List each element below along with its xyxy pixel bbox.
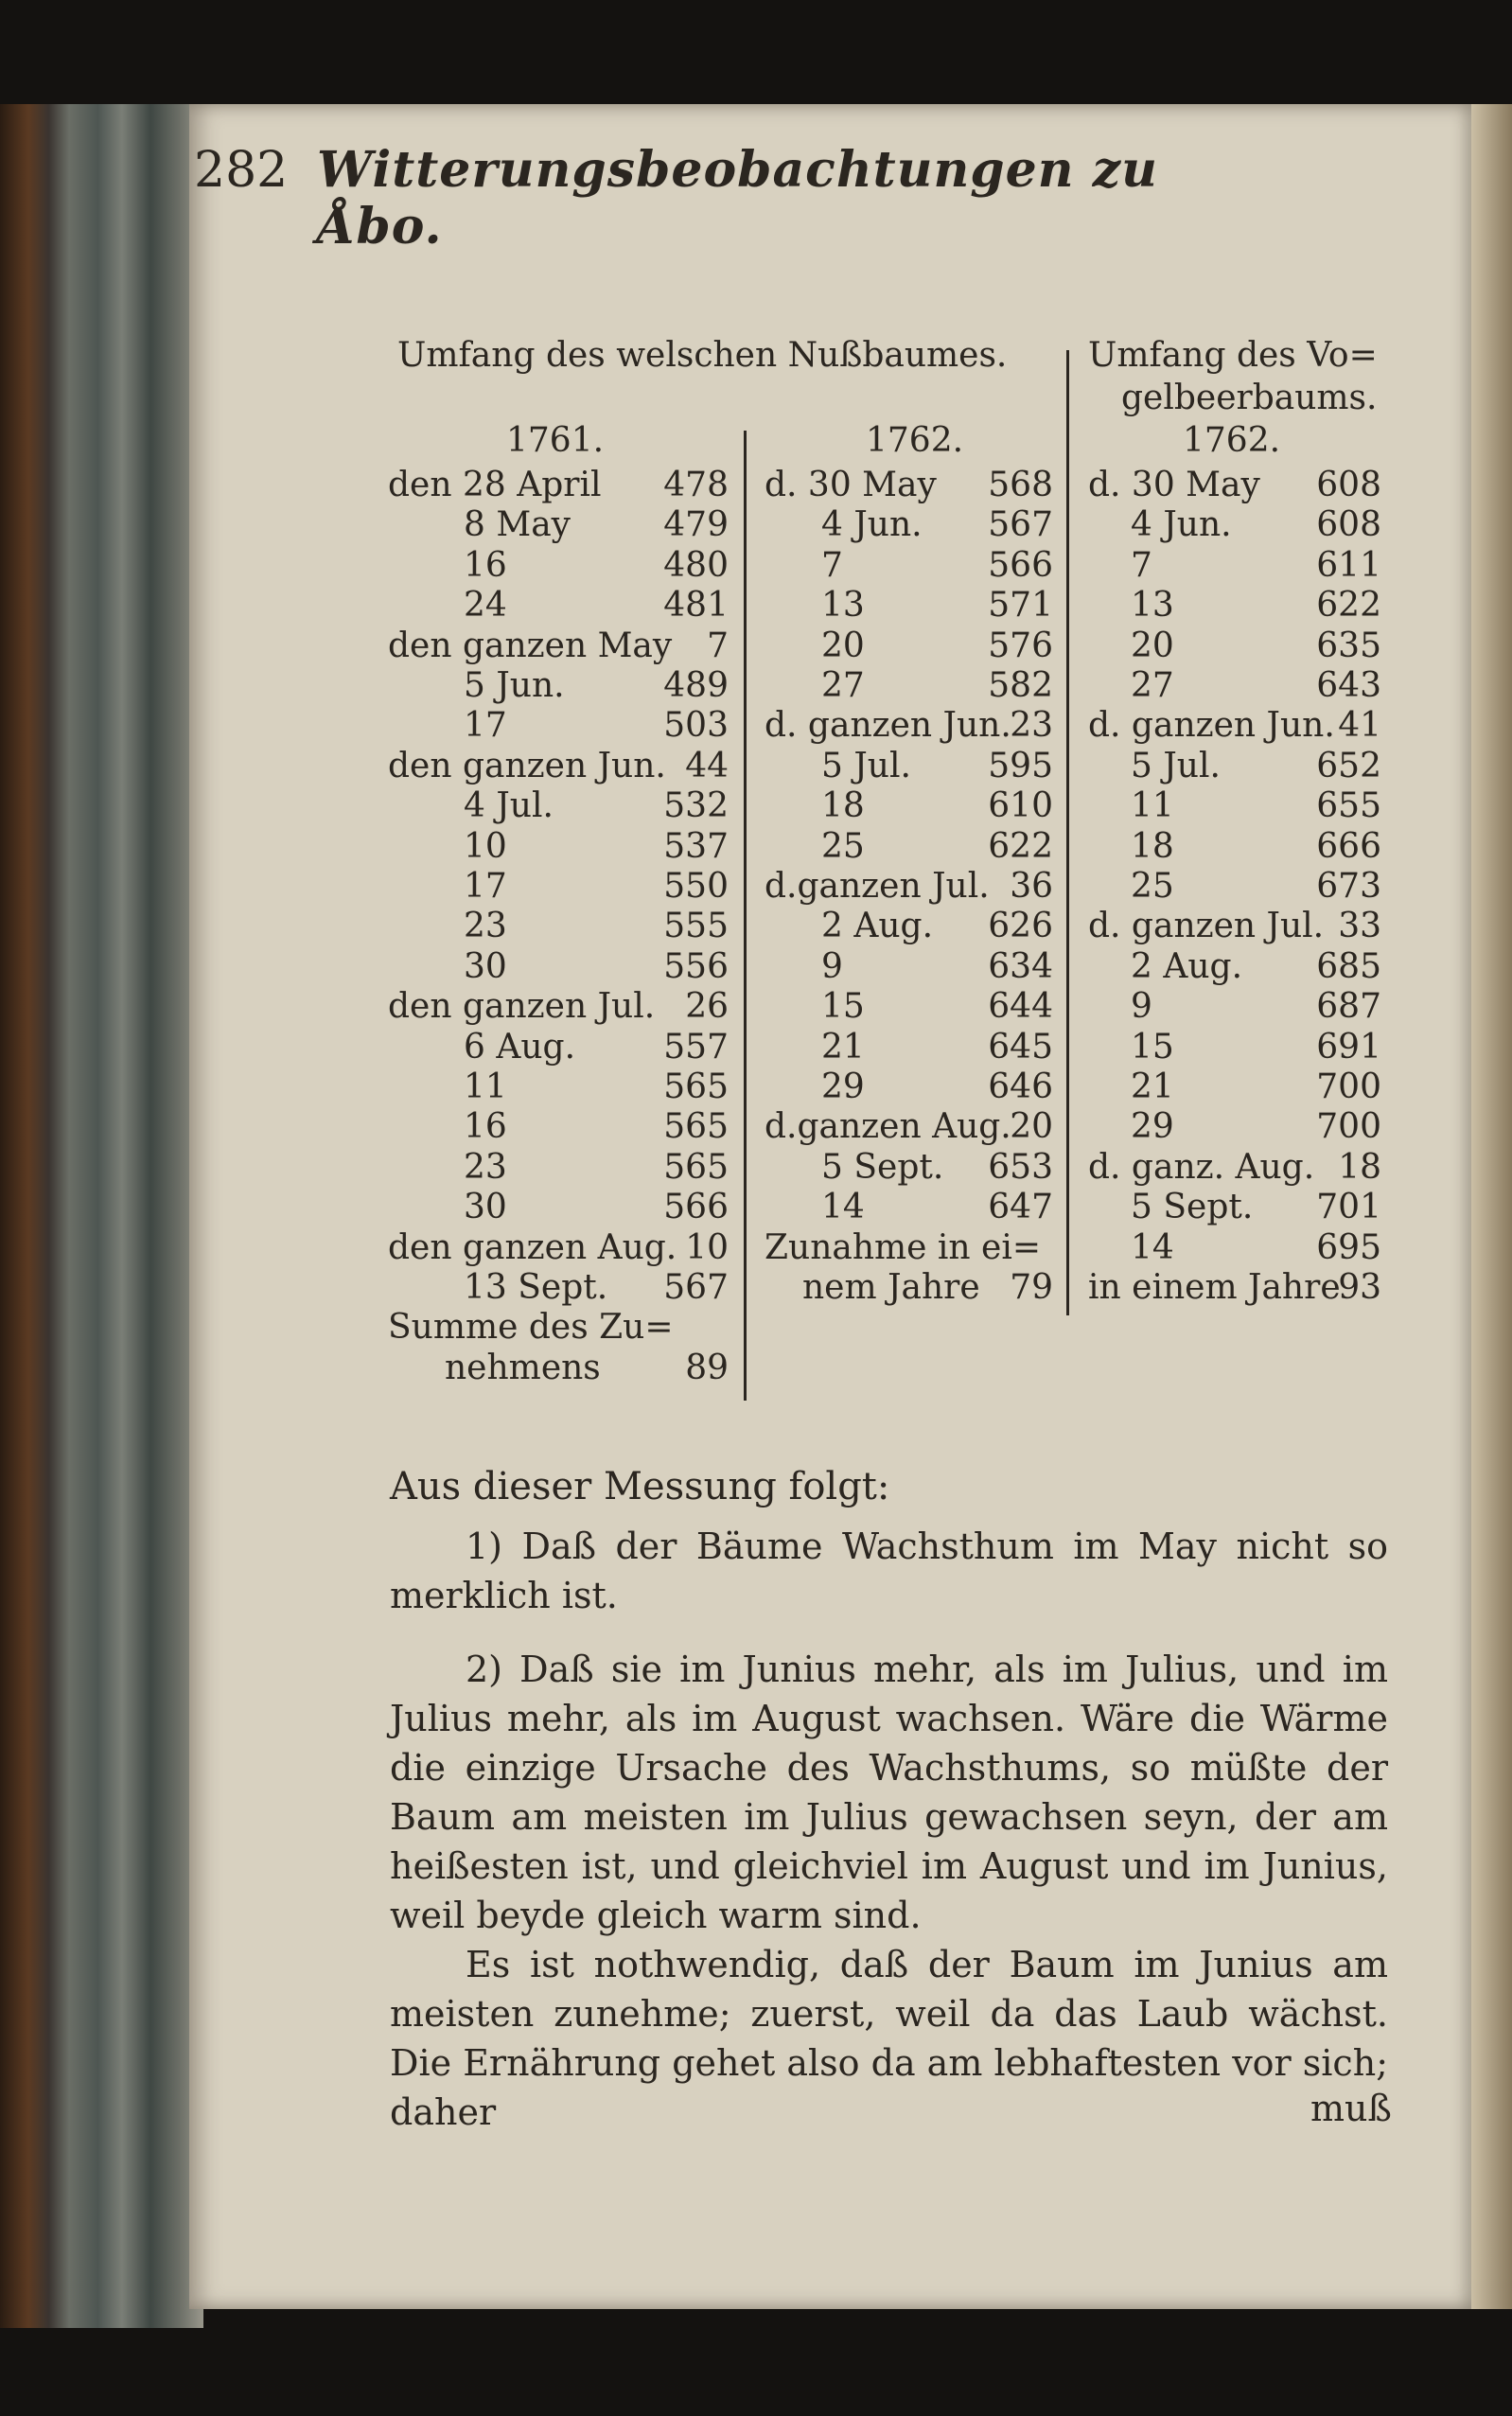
col2-row-value: 566 [988, 545, 1053, 585]
col3-row-label: d. 30 May [1088, 466, 1260, 504]
col3-row-value: 643 [1316, 666, 1381, 705]
col2-row [765, 666, 1063, 706]
col3-row-label: 29 [1131, 1107, 1174, 1147]
col3-row [1088, 1107, 1391, 1147]
col2-row-label: 9 [821, 946, 843, 986]
col3-row [1088, 1228, 1391, 1268]
col1-row-value: 565 [663, 1107, 729, 1147]
right-table-heading-line2: gelbeerbaums. [1121, 379, 1378, 417]
col2-row [765, 1028, 1063, 1067]
col2-row-value: 571 [988, 586, 1053, 626]
col1-row [388, 1107, 738, 1147]
col2-row-label: 18 [821, 786, 865, 826]
col1-row-label: 17 [464, 706, 507, 746]
col2-row [765, 1268, 1063, 1308]
col3-row-label: 21 [1131, 1067, 1174, 1106]
col3-row-label: in einem Jahre [1088, 1268, 1341, 1307]
col1-row-value: 479 [663, 505, 729, 545]
col1-row [388, 907, 738, 946]
col2-row-value: 622 [988, 826, 1053, 866]
col3-row [1088, 1268, 1391, 1308]
col3-row [1088, 706, 1391, 746]
conclusion-heading: Aus dieser Messung folgt: [390, 1465, 890, 1508]
col1-row-label: 11 [464, 1067, 507, 1106]
col2-row [765, 987, 1063, 1027]
col3-row-label: 15 [1131, 1027, 1174, 1067]
col2-row-label: 13 [821, 586, 865, 626]
col1-row-value: 478 [663, 466, 729, 504]
col2-row-label: d.ganzen Aug. [765, 1107, 1011, 1147]
col1-row-value: 557 [663, 1027, 729, 1067]
col2-row-label: 27 [821, 666, 865, 705]
col1-row [388, 466, 738, 505]
col1-year: 1761. [506, 421, 605, 460]
running-title: Witterungsbeobachtungen zu Åbo. [317, 141, 1158, 256]
col3-row [1088, 546, 1391, 586]
running-head [194, 141, 1235, 256]
col1-row [388, 666, 738, 706]
col1-row [388, 1308, 738, 1348]
col3-row-label: d. ganz. Aug. [1088, 1147, 1315, 1187]
col2-row-value: 79 [1010, 1268, 1053, 1307]
col2-row-label: 2 Aug. [821, 907, 934, 946]
col1-row-label: den ganzen May [388, 626, 673, 665]
col1-row-value: 44 [685, 746, 729, 785]
col2-row-label: 15 [821, 987, 865, 1027]
col2-row [765, 867, 1063, 907]
col2-row [765, 1067, 1063, 1107]
col1-row-label: Summe des Zu= [388, 1308, 674, 1348]
col2-row-label: 5 Jul. [821, 746, 911, 785]
col3-row-label: d. ganzen Jun. [1088, 706, 1335, 746]
col3-row-label: d. ganzen Jul. [1088, 907, 1325, 946]
col1-row [388, 747, 738, 786]
col1-row-label: 6 Aug. [464, 1027, 576, 1067]
col3-row-label: 11 [1131, 786, 1174, 826]
col3-row-label: 13 [1131, 586, 1174, 626]
col2-row [765, 1148, 1063, 1188]
column-rule-1 [744, 431, 747, 1401]
col1-row [388, 706, 738, 746]
col2-row [765, 947, 1063, 987]
col3-row [1088, 586, 1391, 626]
paragraph-3: Es ist nothwendig, daß der Baum im Junius am meisten zunehme; zuerst, weil da das Laub wächst. Die Ernährung gehet also da am lebhaftesten vor sich; daher [390, 1944, 1388, 2133]
col1-row [388, 586, 738, 626]
col1-row-value: 556 [663, 946, 729, 986]
page-number: 282 [194, 142, 289, 199]
col2-row-label: 21 [821, 1027, 865, 1067]
col2-row-value: 634 [988, 946, 1053, 986]
col1-row [388, 987, 738, 1027]
col3-row-value: 635 [1316, 626, 1381, 665]
col1-row-value: 7 [707, 626, 729, 665]
col2-row-value: 23 [1010, 706, 1053, 746]
col2-row [765, 626, 1063, 666]
col3-row-value: 655 [1316, 786, 1381, 826]
col1-row-label: 23 [464, 907, 507, 946]
col1-row [388, 505, 738, 545]
col1-row-value: 555 [663, 907, 729, 946]
col3-row [1088, 907, 1391, 946]
col1-row [388, 1067, 738, 1107]
col1-row-label: den ganzen Jul. [388, 987, 656, 1027]
col3-row-label: 5 Jul. [1131, 746, 1221, 785]
page-right-edge [1471, 104, 1512, 2309]
col2-row [765, 786, 1063, 826]
col1-row-label: 16 [464, 1107, 507, 1147]
col2-row [765, 1107, 1063, 1147]
col3-row-value: 687 [1316, 987, 1381, 1027]
col1-row [388, 626, 738, 666]
col1-row-value: 503 [663, 706, 729, 746]
col3-row-label: 20 [1131, 626, 1174, 665]
col3-row [1088, 505, 1391, 545]
col1-row [388, 1228, 738, 1268]
col1-row-label: 13 Sept. [464, 1268, 608, 1307]
col2-row-label: d. ganzen Jun. [765, 706, 1011, 746]
col2-row-value: 20 [1010, 1107, 1053, 1147]
col2-row-value: 610 [988, 786, 1053, 826]
col3-row-label: 27 [1131, 666, 1174, 705]
col1-row-value: 481 [663, 586, 729, 626]
col1-row-label: 8 May [464, 505, 571, 545]
col3-row-label: 7 [1131, 545, 1152, 585]
col3-row-value: 18 [1338, 1147, 1381, 1187]
col1-row-value: 566 [663, 1188, 729, 1227]
col2-row-value: 595 [988, 746, 1053, 785]
col3-row [1088, 987, 1391, 1027]
col1-row-value: 567 [663, 1268, 729, 1307]
col3-row [1088, 666, 1391, 706]
col3-row [1088, 786, 1391, 826]
col1-row-value: 537 [663, 826, 729, 866]
col3-row-value: 41 [1338, 706, 1381, 746]
col1-row [388, 546, 738, 586]
col3-row-label: 25 [1131, 867, 1174, 906]
col3-row-value: 685 [1316, 946, 1381, 986]
col2-row-value: 645 [988, 1027, 1053, 1067]
col2-row [765, 747, 1063, 786]
col1-row-label: den ganzen Aug. [388, 1227, 677, 1267]
col1-row-label: 10 [464, 826, 507, 866]
col1-row-label: 24 [464, 586, 507, 626]
column-rule-2 [1066, 350, 1069, 1315]
col2-row [765, 546, 1063, 586]
col2-row-label: 14 [821, 1188, 865, 1227]
col3-row-label: 9 [1131, 987, 1152, 1027]
col1-row-value: 565 [663, 1147, 729, 1187]
col2-row-label: d. 30 May [765, 466, 937, 504]
col3-row-label: 2 Aug. [1131, 946, 1243, 986]
book-page-edges [0, 104, 203, 2328]
col1-row-value: 532 [663, 786, 729, 826]
col1-row-value: 10 [685, 1227, 729, 1267]
col3-row-label: 14 [1131, 1227, 1174, 1267]
col2-row [765, 827, 1063, 867]
col1-row [388, 867, 738, 907]
col1-row-value: 565 [663, 1067, 729, 1106]
col2-row-value: 647 [988, 1188, 1053, 1227]
col1-row [388, 1148, 738, 1188]
col2-row-label: Zunahme in ei= [765, 1227, 1042, 1267]
col3-row [1088, 466, 1391, 505]
col1-row-value: 89 [685, 1348, 729, 1387]
col1-row-value: 480 [663, 545, 729, 585]
col2-row-value: 626 [988, 907, 1053, 946]
col2-row [765, 505, 1063, 545]
paragraph-2: 2) Daß sie im Junius mehr, als im Julius, und im Julius mehr, als im August wachsen. Wäre die Wärme die einzige Ursache des Wachsthums, so müßte der Baum am meisten im Julius gewachsen seyn, der am heißesten ist, und gleichviel im August und im Junius, weil beyde gleich warm sind. [390, 1649, 1388, 1936]
col3-row-value: 93 [1338, 1268, 1381, 1307]
col1-row-label: 30 [464, 1188, 507, 1227]
col3-row-value: 700 [1316, 1067, 1381, 1106]
col1-row-label: den 28 April [388, 466, 602, 504]
col3-row [1088, 1188, 1391, 1227]
col3-row-value: 608 [1316, 466, 1381, 504]
col3-row [1088, 1028, 1391, 1067]
col3-year: 1762. [1183, 421, 1281, 460]
col1-row [388, 947, 738, 987]
col1-row-label: den ganzen Jun. [388, 746, 666, 785]
col3-row-value: 701 [1316, 1188, 1381, 1227]
col3-row-value: 622 [1316, 586, 1381, 626]
col3-row-value: 33 [1338, 907, 1381, 946]
col3-row [1088, 747, 1391, 786]
col3-row-value: 666 [1316, 826, 1381, 866]
col2-row-label: 4 Jun. [821, 505, 923, 545]
col1-row-label: 5 Jun. [464, 666, 565, 705]
right-table-heading-line1: Umfang des Vo= [1088, 336, 1378, 375]
col1-row [388, 1188, 738, 1227]
col2-row-label: nem Jahre [802, 1268, 980, 1307]
col1-row-value: 550 [663, 867, 729, 906]
col2-row-value: 568 [988, 466, 1053, 504]
col1-row [388, 1349, 738, 1388]
col3-row [1088, 827, 1391, 867]
paragraph-1: 1) Daß der Bäume Wachsthum im May nicht so merklich ist. [390, 1525, 1388, 1616]
col2-row-label: 25 [821, 826, 865, 866]
col1-row-label: nehmens [445, 1348, 601, 1387]
col2-row-value: 653 [988, 1147, 1053, 1187]
col2-row [765, 586, 1063, 626]
col2-row-label: 7 [821, 545, 843, 585]
col2-row [765, 706, 1063, 746]
col3-row [1088, 1067, 1391, 1107]
col2-row-label: d.ganzen Jul. [765, 867, 990, 906]
col2-row [765, 466, 1063, 505]
col2-row [765, 1188, 1063, 1227]
col3-row [1088, 947, 1391, 987]
col3-row [1088, 867, 1391, 907]
col1-row-label: 23 [464, 1147, 507, 1187]
col2-row-value: 567 [988, 505, 1053, 545]
col3-row-value: 695 [1316, 1227, 1381, 1267]
col3-row-value: 608 [1316, 505, 1381, 545]
left-table-heading: Umfang des welschen Nußbaumes. [397, 336, 1008, 375]
col3-row-value: 611 [1316, 545, 1381, 585]
col1-row [388, 1268, 738, 1308]
col2-row-label: 29 [821, 1067, 865, 1106]
col2-row-value: 36 [1010, 867, 1053, 906]
col3-row-label: 5 Sept. [1131, 1188, 1254, 1227]
col3-row-value: 673 [1316, 867, 1381, 906]
col1-row-label: 4 Jul. [464, 786, 554, 826]
col2-row-value: 646 [988, 1067, 1053, 1106]
col3-row [1088, 1148, 1391, 1188]
col1-row-label: 30 [464, 946, 507, 986]
col1-row [388, 827, 738, 867]
col3-row-label: 18 [1131, 826, 1174, 866]
col2-row [765, 907, 1063, 946]
col1-row-label: 17 [464, 867, 507, 906]
col1-row-label: 16 [464, 545, 507, 585]
col3-row-value: 691 [1316, 1027, 1381, 1067]
catchword: muß [1310, 2088, 1392, 2129]
col1-row [388, 1028, 738, 1067]
col2-row-label: 20 [821, 626, 865, 665]
col2-row-value: 582 [988, 666, 1053, 705]
col3-row-label: 4 Jun. [1131, 505, 1232, 545]
col3-row [1088, 626, 1391, 666]
col1-row [388, 786, 738, 826]
col3-row-value: 652 [1316, 746, 1381, 785]
col2-row-label: 5 Sept. [821, 1147, 944, 1187]
col2-row-value: 576 [988, 626, 1053, 665]
col1-row-value: 26 [685, 987, 729, 1027]
col3-row-value: 700 [1316, 1107, 1381, 1147]
col2-year: 1762. [866, 421, 964, 460]
col1-row-value: 489 [663, 666, 729, 705]
col2-row [765, 1228, 1063, 1268]
col2-row-value: 644 [988, 987, 1053, 1027]
